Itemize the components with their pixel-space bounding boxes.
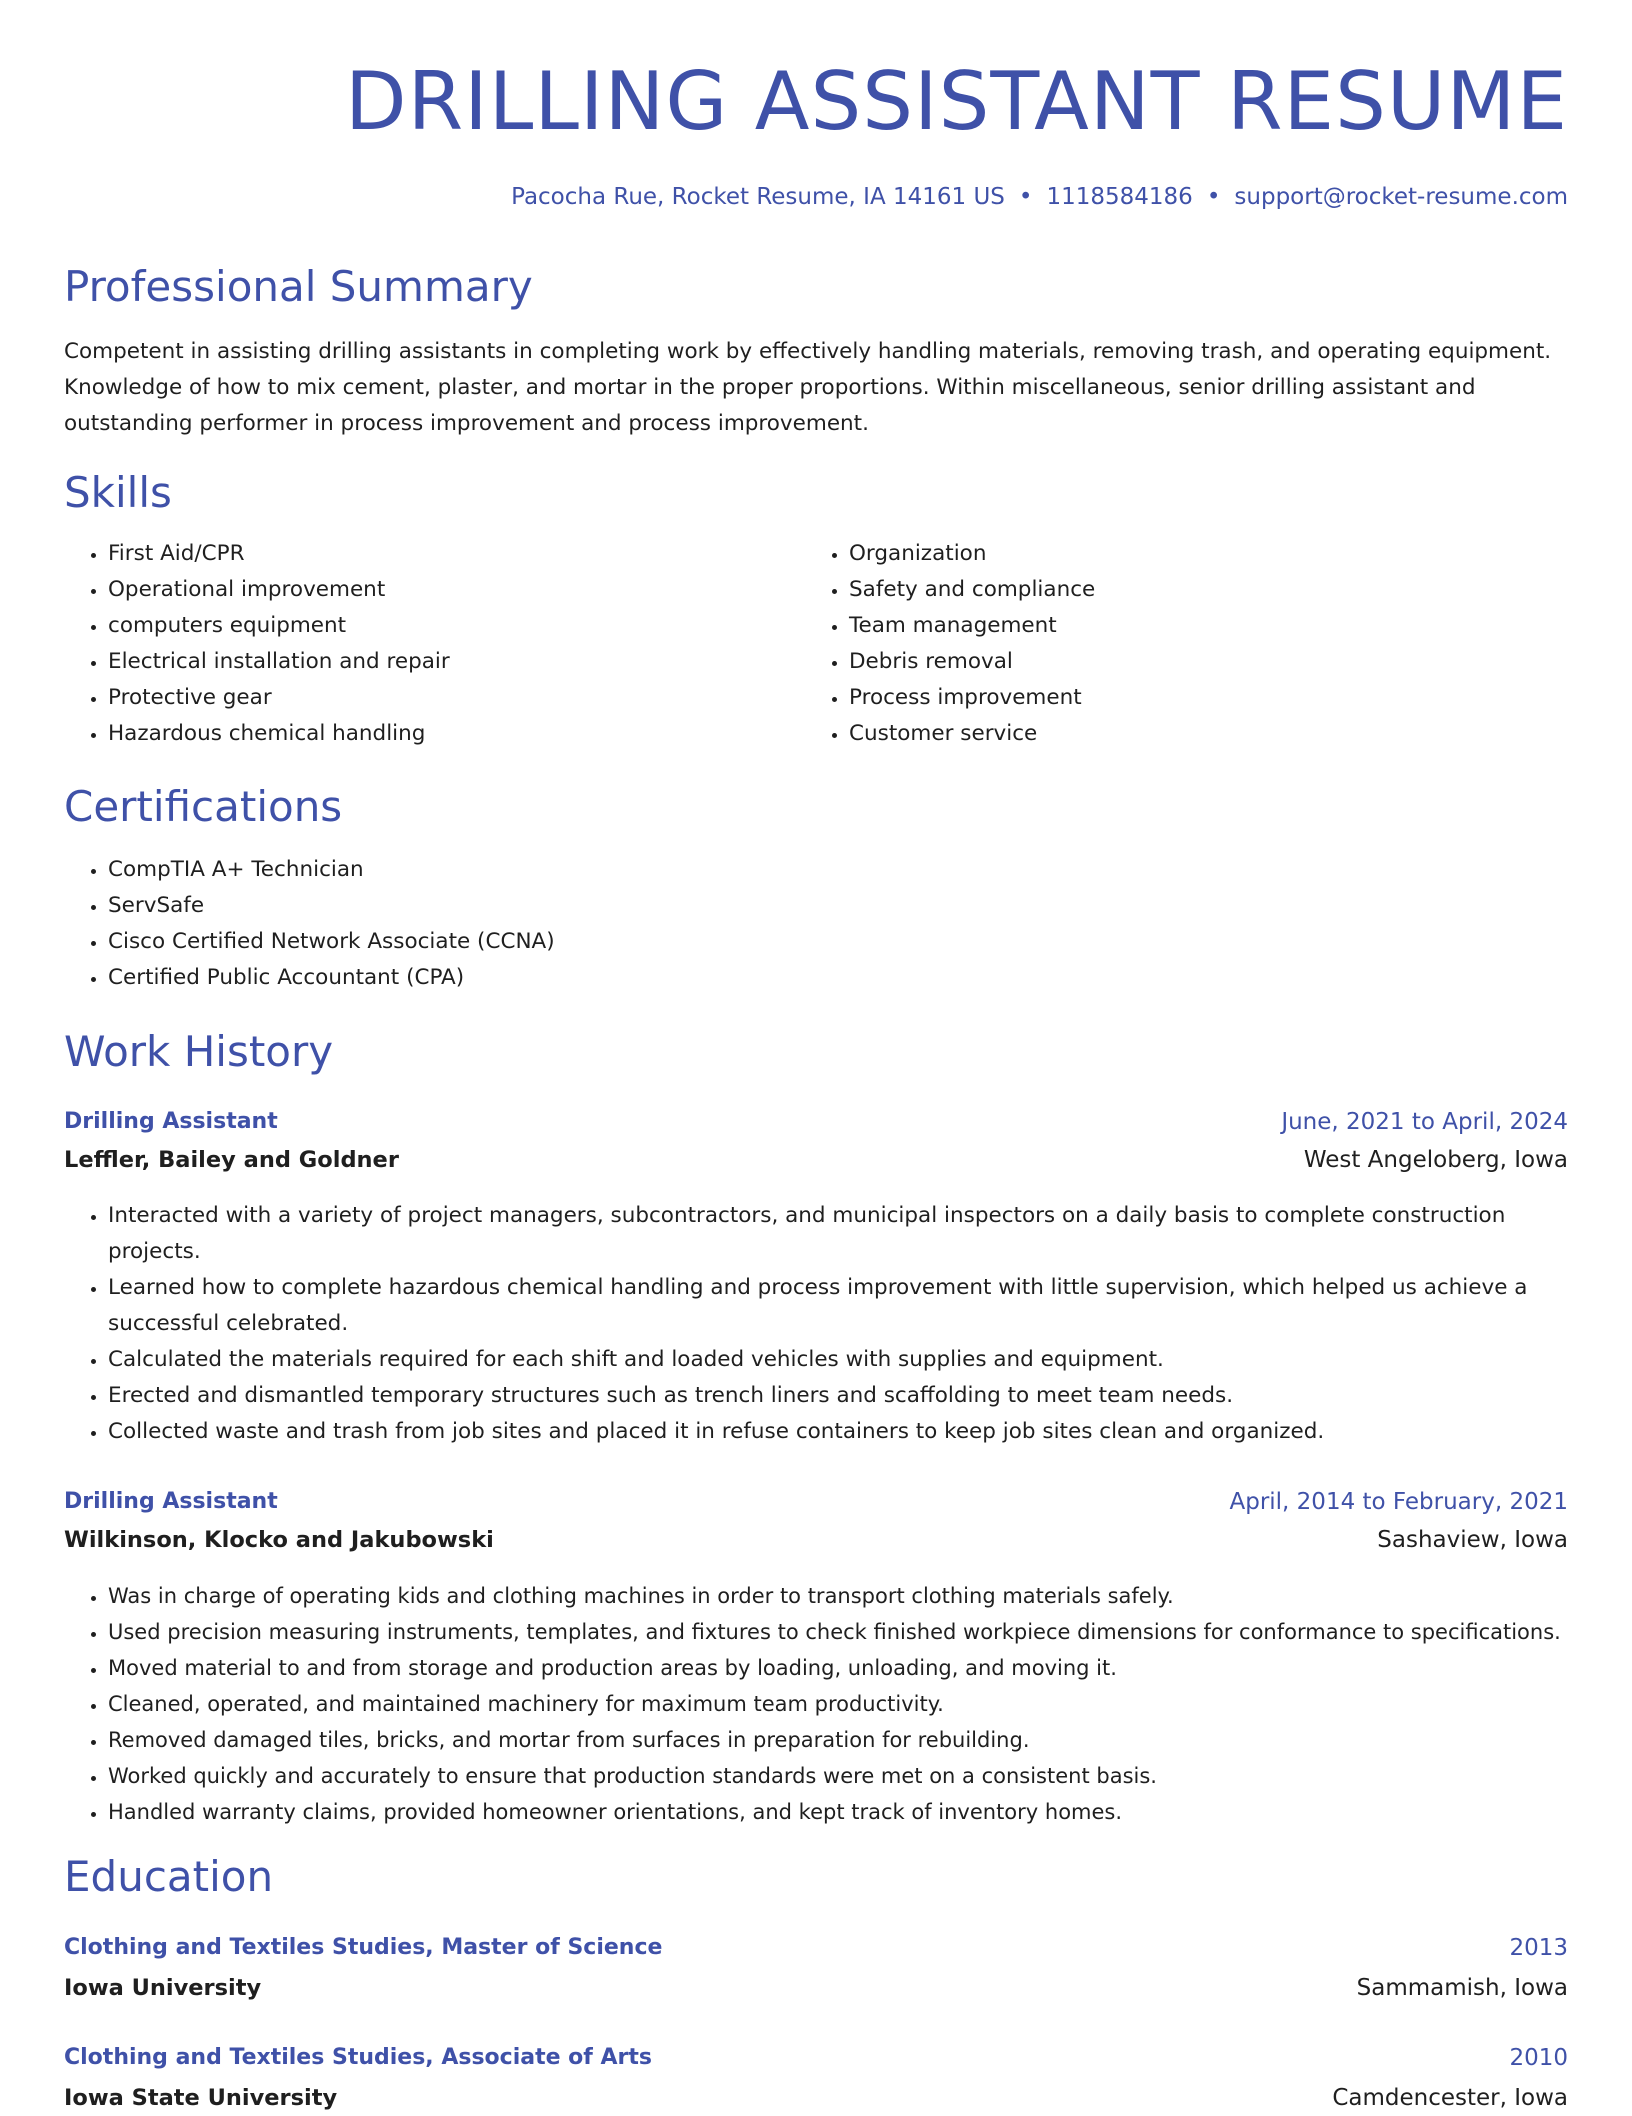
job-title: Drilling Assistant (64, 1109, 278, 1134)
certification-item: • ServSafe (108, 888, 1508, 924)
skill-item: • Hazardous chemical handling (108, 716, 748, 752)
education-school-row (64, 2080, 1568, 2116)
education-header (64, 2040, 1568, 2076)
job-employer-row (64, 1142, 1568, 1178)
skill-item: • Team management (849, 608, 1549, 644)
job-bullet: • Removed damaged tiles, bricks, and mortar from surfaces in preparation for rebuilding. (108, 1722, 1612, 1758)
skill-item: • Safety and compliance (849, 572, 1549, 608)
job-bullets (64, 1578, 1612, 1830)
contact-email[interactable]: support@rocket-resume.com (1234, 184, 1568, 210)
skill-item: • Process improvement (849, 680, 1549, 716)
certification-item: • Cisco Certified Network Associate (CCNA) (108, 924, 1508, 960)
skill-item: • Debris removal (849, 644, 1549, 680)
job-header (64, 1484, 1568, 1520)
contact-separator: • (1206, 184, 1221, 210)
education-location: Camdencester, Iowa (1332, 2085, 1568, 2111)
skills-list-right (805, 536, 1549, 752)
education-school: Iowa State University (64, 2085, 338, 2111)
certification-item: • CompTIA A+ Technician (108, 852, 1508, 888)
contact-phone: 1118584186 (1046, 184, 1193, 210)
skill-item: • First Aid/CPR (108, 536, 748, 572)
certifications-list (64, 852, 1508, 996)
education-degree: Clothing and Textiles Studies, Master of Science (64, 1935, 663, 1960)
education-year: 2010 (1509, 2045, 1568, 2071)
job-bullet: • Erected and dismantled temporary structures such as trench liners and scaffolding to meet team needs. (108, 1378, 1568, 1414)
work-history-heading: Work History (64, 1027, 334, 1076)
skills-heading: Skills (64, 468, 172, 517)
job-dates: June, 2021 to April, 2024 (1281, 1109, 1568, 1135)
job-bullet: • Moved material to and from storage and production areas by loading, unloading, and moving it. (108, 1650, 1612, 1686)
education-location: Sammamish, Iowa (1356, 1975, 1568, 2001)
job-bullet: • Was in charge of operating kids and clothing machines in order to transport clothing materials safely. (108, 1578, 1612, 1614)
job-title: Drilling Assistant (64, 1489, 278, 1514)
job-bullets (64, 1198, 1568, 1450)
job-bullet: • Worked quickly and accurately to ensure that production standards were met on a consistent basis. (108, 1758, 1612, 1794)
job-bullet: • Learned how to complete hazardous chemical handling and process improvement with little supervision, which helped us achieve a successful celebrated. (108, 1270, 1568, 1342)
skill-item: • Operational improvement (108, 572, 748, 608)
job-bullet: • Cleaned, operated, and maintained machinery for maximum team productivity. (108, 1686, 1612, 1722)
summary-text: Competent in assisting drilling assistants in completing work by effectively handling materials, removing trash, and operating equipment. Knowledge of how to mix cement, plaster, and mortar in the proper proportions. Within miscellaneous, senior drilling assistant and outstanding performer in process improvement and process improvement. (64, 339, 1552, 436)
summary-heading: Professional Summary (64, 262, 533, 311)
education-school-row (64, 1970, 1568, 2006)
skill-item: • Electrical installation and repair (108, 644, 748, 680)
education-year: 2013 (1509, 1935, 1568, 1961)
job-employer: Wilkinson, Klocko and Jakubowski (64, 1527, 494, 1553)
job-bullet: • Used precision measuring instruments, templates, and fixtures to check finished workpiece dimensions for conformance to specifications. (108, 1614, 1612, 1650)
certification-item: • Certified Public Accountant (CPA) (108, 960, 1508, 996)
education-heading: Education (64, 1852, 274, 1901)
job-dates: April, 2014 to February, 2021 (1229, 1489, 1568, 1515)
skill-item: • Organization (849, 536, 1549, 572)
job-bullet: • Interacted with a variety of project managers, subcontractors, and municipal inspectors on a daily basis to complete construction projects. (108, 1198, 1568, 1270)
skill-item: • computers equipment (108, 608, 748, 644)
education-header (64, 1930, 1568, 1966)
job-header (64, 1104, 1568, 1140)
job-location: West Angeloberg, Iowa (1303, 1147, 1568, 1173)
contact-address: Pacocha Rue, Rocket Resume, IA 14161 US (511, 184, 1005, 210)
education-school: Iowa University (64, 1975, 262, 2001)
resume-title: DRILLING ASSISTANT RESUME (344, 55, 1568, 148)
job-location: Sashaview, Iowa (1377, 1527, 1568, 1553)
job-employer: Leffler, Bailey and Goldner (64, 1147, 399, 1173)
contact-line (511, 180, 1568, 214)
job-bullet: • Collected waste and trash from job sites and placed it in refuse containers to keep job sites clean and organized. (108, 1414, 1568, 1450)
job-bullet: • Calculated the materials required for each shift and loaded vehicles with supplies and equipment. (108, 1342, 1568, 1378)
certifications-heading: Certifications (64, 782, 343, 831)
education-degree: Clothing and Textiles Studies, Associate of Arts (64, 2045, 653, 2070)
skill-item: • Customer service (849, 716, 1549, 752)
job-employer-row (64, 1522, 1568, 1558)
skills-list-left (64, 536, 748, 752)
skill-item: • Protective gear (108, 680, 748, 716)
contact-separator: • (1018, 184, 1033, 210)
job-bullet: • Handled warranty claims, provided homeowner orientations, and kept track of inventory homes. (108, 1794, 1612, 1830)
